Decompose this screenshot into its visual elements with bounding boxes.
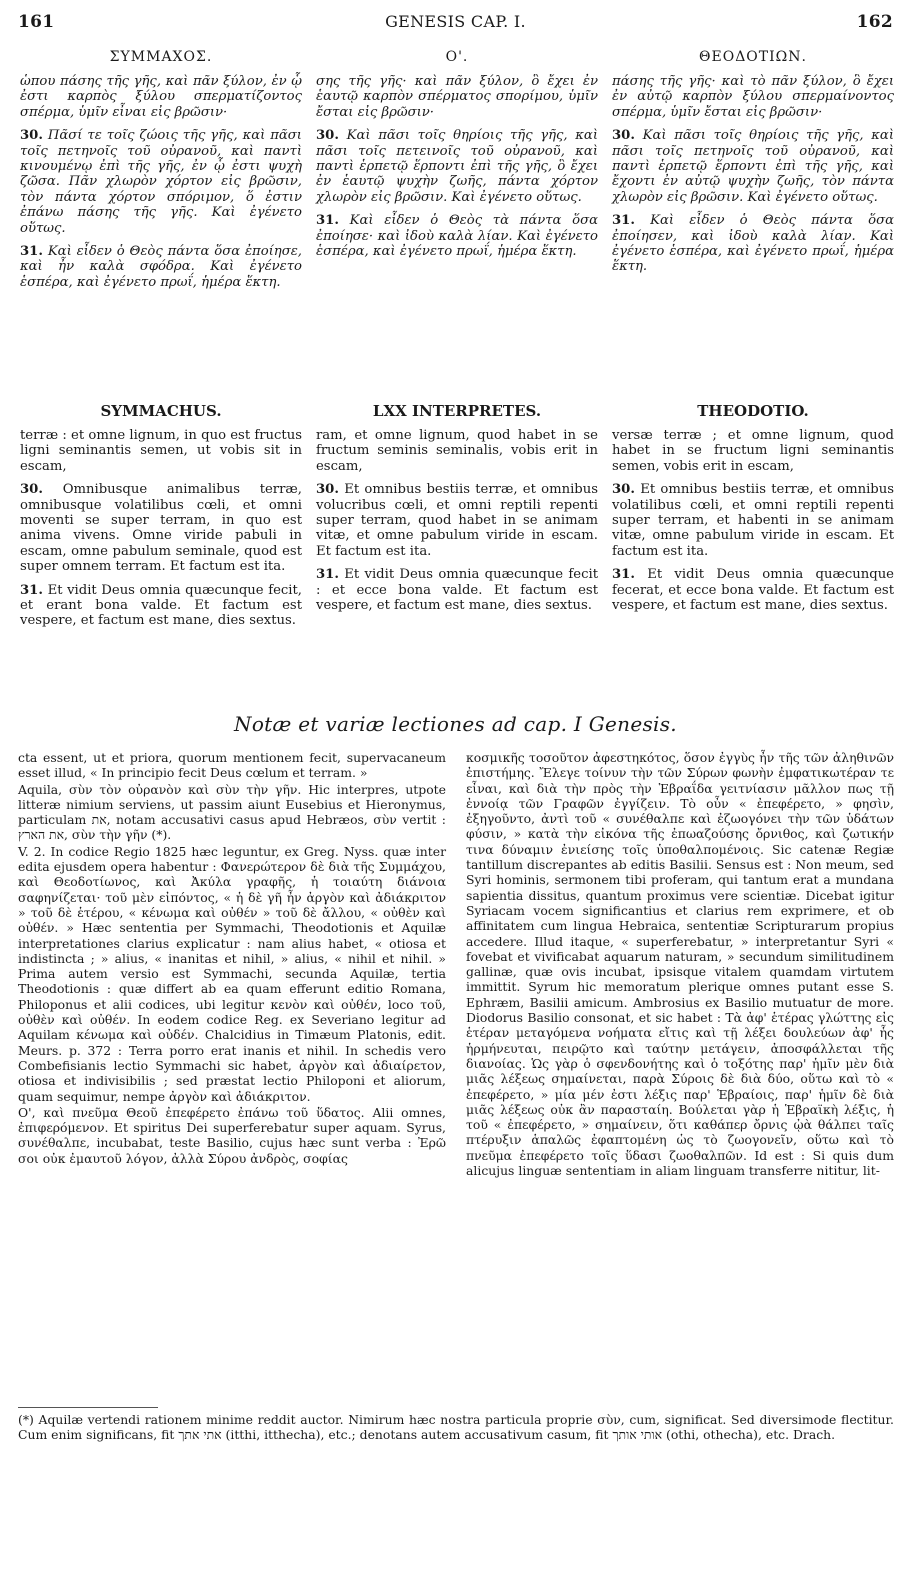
page-number-left: 161 (18, 12, 55, 32)
notes-title: Notæ et variæ lectiones ad cap. I Genesis. (234, 712, 677, 736)
column-header: LXX INTERPRETES. (372, 402, 542, 420)
verse-text: Et omnibus bestiis terræ, et omnibus volatilibus cœli, et omni reptili repenti super terram, et habenti in se animam vitæ, omne pabulum viride in escam. Et factum est ita. (612, 482, 894, 559)
running-head (18, 12, 893, 38)
verse-text: Et vidit Deus omnia quæcunque fecit : et ecce bona valde. Et factum est vespere, et factum est mane, dies sextus. (316, 567, 598, 614)
verse-text: Et vidit Deus omnia quæcunque fecit, et erant bona valde. Et factum est vespere, et factum est mane, dies sextus. (20, 582, 302, 629)
greek-column (20, 46, 302, 298)
verse-text: Et vidit Deus omnia quæcunque fecerat, et ecce bona valde. Et factum est vespere, et factum est mane, dies sextus. (612, 567, 894, 614)
verse-paragraph (612, 74, 894, 120)
verse-text: Καὶ εἶδεν ὁ Θεὸς πάντα ὅσα ἐποίησε, καὶ ἦν καλὰ σφόδρα. Καὶ ἐγένετο ἑσπέρα, καὶ ἐγένετο πρωΐ, ἡμέρα ἕκτη. (20, 244, 302, 290)
running-title: GENESIS CAP. I. (385, 12, 526, 31)
verse-number: 31. (612, 213, 635, 229)
note-paragraph: Ο', καὶ πνεῦμα Θεοῦ ἐπεφέρετο ἐπάνω τοῦ ὕδατος. Alii omnes, ἐπιφερόμενον. Et spiritus Dei superferebatur super aquam. Syrus, συνέθαλπε, incubabat, teste Basilio, cujus hæc sunt verba : Ἐρῶ σοι οὐκ ἐμαυτοῦ λόγον, ἀλλὰ Σύρου ἀνδρὸς, σοφίας (18, 1104, 446, 1166)
verse-number: 30. (612, 128, 635, 144)
verse-paragraph (20, 428, 302, 474)
verse-paragraph (316, 74, 598, 120)
note-paragraph: cta essent, ut et priora, quorum mentionem fecit, supervacaneum esset illud, « In principio fecit Deus cœlum et terram. » (18, 750, 446, 781)
verse-text: terræ : et omne lignum, in quo est fructus ligni seminantis semen, ut vobis sit in escam, (20, 428, 302, 474)
verse-text: Καὶ εἶδεν ὁ Θεὸς τὰ πάντα ὅσα ἐποίησε· καὶ ἰδοὺ καλὰ λίαν. Καὶ ἐγένετο ἑσπέρα, καὶ ἐγένετο πρωΐ, ἡμέρα ἕκτη. (316, 213, 598, 260)
verse-number: 30. (316, 482, 339, 498)
verse-paragraph (612, 428, 894, 474)
note-paragraph: V. 2. In codice Regio 1825 hæc leguntur, ex Greg. Nyss. quæ inter edita ejusdem opera habentur : Φανερώτερον δὲ διὰ τῆς Συμμάχου, καὶ Θεοδοτίωνος, καὶ Ἀκύλα γραφῆς, ἡ τοιαύτη διάνοια σαφηνίζεται· τοῦ μὲν εἰπόντος, « ἡ δὲ γῆ ἦν ἀργὸν καὶ ἀδιάκριτον » τοῦ δὲ ἑτέρου, « κένωμα καὶ οὐθέν » τοῦ δὲ ἄλλου, « οὐθὲν καὶ οὐθέν. » Hæc sententia per Symmachi, Theodotionis et Aquilæ interpretationes clarius explicatur : nam alius habet, « otiosa et indistincta ; » alius, « inanitas et nihil, » alius, « nihil et nihil. » Prima autem versio est Symmachi, secunda Aquilæ, tertia Theodotionis : quæ differt ab ea quam efferunt editio Romana, Philoponus et alii codices, ubi legitur κενὸν καὶ οὐθέν, loco τοῦ, οὐθὲν καὶ οὐθέν. In eodem codice Reg. ex Severiano legitur ad Aquilam κένωμα καὶ οὐδέν. Chalcidius in Timæum Platonis, edit. Meurs. p. 372 : Terra porro erat inanis et nihil. In schedis vero Combefisianis lectio Symmachi sic habet, ἀργὸν καὶ ἀδιαίρετον, otiosa et indivisibilis ; sed præstat lectio Philoponi et aliorum, quam sequimur, nempe ἀργὸν καὶ ἀδιάκριτον. (18, 843, 446, 1104)
verse-paragraph (20, 74, 302, 120)
latin-column (316, 400, 598, 637)
verse-number: 31. (612, 567, 635, 583)
verse-number: 31. (316, 213, 339, 229)
verse-paragraph (612, 128, 894, 205)
verse-text: Omnibusque animalibus terræ, omnibusque volatilibus cœli, et omni moventi se super terram, in quo est anima vivens. Omne viride pabuli in escam, omne pabulum seminale, quod est super omnem terram. Et factum est ita. (20, 482, 302, 575)
note-paragraph: Aquila, σὺν τὸν οὐρανὸν καὶ σὺν τὴν γῆν. Hic interpres, utpote litteræ nimium serviens, ut passim aiunt Eusebius et Hieronymus, particulam את, notam accusativi casus apud Hebræos, σὺν vertit : את הארץ, σὺν τὴν γῆν (*). (18, 781, 446, 843)
verse-paragraph (316, 213, 598, 259)
column-header: SYMMACHUS. (100, 402, 222, 420)
footnote: (*) Aquilæ vertendi rationem minime reddit auctor. Nimirum hæc nostra particula proprie σὺν, cum, significat. Sed diversimode flectitur. Cum enim significans, fit אתי אתך (itthi, itthecha), etc.; denotans autem accusativum casum, fit אותי אותך (othi, othecha), etc. Drach. (18, 1412, 894, 1443)
verse-paragraph (316, 482, 598, 559)
verse-number: 31. (20, 244, 43, 260)
verse-text: Καὶ πᾶσι τοῖς θηρίοις τῆς γῆς, καὶ πᾶσι τοῖς πετεινοῖς τοῦ οὐρανοῦ, καὶ παντὶ ἑρπετῷ ἕρποντι ἐπὶ τῆς γῆς, ὃ ἔχει ἐν ἑαυτῷ ψυχὴν ζωῆς, πάντα χόρτον χλωρὸν εἰς βρῶσιν. Καὶ ἐγένετο οὕτως. (316, 128, 598, 205)
greek-column (316, 46, 598, 298)
verse-paragraph (20, 244, 302, 290)
verse-text: πάσης τῆς γῆς· καὶ τὸ πᾶν ξύλον, ὃ ἔχει ἐν αὐτῷ καρπὸν ξύλου σπερμαίνοντος σπέρμα, ὑμῖν ἔσται εἰς βρῶσιν· (612, 74, 894, 120)
verse-text: versæ terræ ; et omne lignum, quod habet in se fructum ligni seminantis semen, vobis erit in escam, (612, 428, 894, 474)
verse-paragraph (20, 583, 302, 629)
greek-versions (20, 46, 894, 298)
verse-number: 31. (316, 567, 339, 583)
latin-column (612, 400, 894, 637)
verse-number: 30. (20, 128, 43, 144)
verse-paragraph (20, 482, 302, 574)
verse-paragraph (612, 567, 894, 613)
verse-paragraph (316, 128, 598, 205)
greek-column (612, 46, 894, 298)
verse-paragraph (316, 567, 598, 613)
notes-column-right (466, 750, 894, 1179)
footnote-rule (18, 1407, 158, 1408)
column-header: ΘΕΟΔΟΤΙΩΝ. (699, 49, 807, 65)
column-header: Ο'. (445, 49, 469, 65)
verse-number: 31. (20, 582, 43, 598)
note-paragraph: κοσμικῆς τοσοῦτον ἀφεστηκότος, ὅσον ἐγγὺς ἦν τῆς τῶν ἀληθινῶν ἐπιστήμης. Ἔλεγε τοίνυν τὴν τῶν Σύρων φωνὴν ἐμφατικωτέραν τε εἶναι, καὶ διὰ τὴν πρὸς τὴν Ἑβραΐδα γειτνίασιν μᾶλλον πως τῇ ἐννοίᾳ τῶν Γραφῶν ἐγγίζειν. Τὸ οὖν « ἐπεφέρετο, » φησὶν, ἐξηγοῦντο, ἀντὶ τοῦ « συνέθαλπε καὶ ἐζωογόνει τὴν τῶν ὑδάτων φύσιν, » κατὰ τὴν εἰκόνα τῆς ἐπωαζούσης ὄρνιθος, καὶ ζωτικήν τινα δύναμιν ἐνιείσης τοῖς ὑποθαλπομένοις. Sic catenæ Regiæ tantillum discrepantes ab editis Basilii. Sensus est : Non meum, sed Syri hominis, sermonem tibi proferam, qui tantum erat a mundana sapientia dissitus, quantum proximus vere scientiæ. Dicebat igitur Syriacam vocem significantius et clarius rem exprimere, et ob affinitatem cum lingua Hebraica, sententiæ Scripturarum propius accedere. Illud itaque, « superferebatur, » interpretantur Syri « fovebat et vivificabat aquarum naturam, » secundum similitudinem gallinæ, quæ ovis incubat, ipsisque vitalem quamdam virtutem immittit. Syrum hic memoratum plerique omnes putant esse S. Ephræm, Basilii amicum. Ambrosius ex Basilio mutuatur de more. Diodorus Basilio consonat, et sic habet : Τὰ ἀφ' ἑτέρας γλώττης εἰς ἑτέραν μεταγόμενα νοήματα εἴτις καὶ τῇ λέξει δουλεύων ἀφ' ἧς ἡρμήνευται, πειρῷτο καὶ ταύτην μετάγειν, ἀποσφάλλεται τῆς διανοίας. Ὡς γὰρ ὁ σφενδονήτης καὶ ὁ τοξότης παρ' ἡμῖν μὲν διὰ μιᾶς λέξεως σημαίνεται, παρὰ Σύροις δὲ διὰ δύο, οὕτω καὶ τὸ « ἐπεφέρετο, » μία μέν ἐστι λέξις παρ' Ἑβραίοις, παρ' ἡμῖν δὲ διὰ μιᾶς λέξεως οὐκ ἂν παρασταίη. Βούλεται γὰρ ἡ Ἑβραϊκὴ λέξις, ἡ τοῦ « ἐπεφέρετο, » σημαίνειν, ὅτι καθάπερ ὄρνις ᾠὰ θάλπει ταῖς πτέρυξιν ἁπαλῶς ἐφαπτομένη ὡς τὸ ζωογονεῖν, οὕτω καὶ τὸ πνεῦμα ἐπεφέρετο τοῖς ὕδασι ζωοθαλπῶν. Id est : Si quis dum alicujus linguæ sententiam in aliam linguam transferre nititur, lit- (466, 750, 894, 1179)
verse-number: 30. (612, 482, 635, 498)
verse-text: Καὶ εἶδεν ὁ Θεὸς πάντα ὅσα ἐποίησεν, καὶ ἰδοὺ καλὰ λίαν. Καὶ ἐγένετο ἑσπέρα, καὶ ἐγένετο πρωΐ, ἡμέρα ἕκτη. (612, 213, 894, 275)
column-header: ΣΥΜΜΑΧΟΣ. (109, 49, 213, 65)
verse-text: Et omnibus bestiis terræ, et omnibus volucribus cœli, et omni reptili repenti super terram, quod habet in se animam vitæ, et omne pabulum viride in escam. Et factum est ita. (316, 482, 598, 559)
verse-text: Πᾶσί τε τοῖς ζώοις τῆς γῆς, καὶ πᾶσι τοῖς πετηνοῖς τοῦ οὐρανοῦ, καὶ παντὶ κινουμένῳ ἐπὶ τῆς γῆς, ἐν ᾧ ἐστι ψυχὴ ζῶσα. Πᾶν χλωρὸν χόρτον εἰς βρῶσιν, τὸν πάντα χόρτον σπόριμον, ὅ ἐστιν ἐπάνω πάσης τῆς γῆς. Καὶ ἐγένετο οὕτως. (20, 128, 302, 236)
latin-versions (20, 400, 894, 637)
verse-paragraph (316, 428, 598, 474)
verse-text: Καὶ πᾶσι τοῖς θηρίοις τῆς γῆς, καὶ πᾶσι τοῖς πετηνοῖς τοῦ οὐρανοῦ, καὶ παντὶ ἑρπετῷ ἕρποντι ἐπὶ τῆς γῆς, καὶ ἔχοντι ἐν αὐτῷ ψυχὴν ζωῆς, τὸν πάντα χλωρὸν εἰς βρῶσιν. Καὶ ἐγένετο οὕτως. (612, 128, 894, 205)
verse-number: 30. (20, 482, 43, 498)
verse-text: σης τῆς γῆς· καὶ πᾶν ξύλον, ὃ ἔχει ἐν ἑαυτῷ καρπὸν σπέρματος σπορίμου, ὑμῖν ἔσται εἰς βρῶσιν· (316, 74, 598, 120)
notes-section (18, 750, 894, 1179)
verse-paragraph (20, 128, 302, 236)
verse-paragraph (612, 482, 894, 559)
page-number-right: 162 (856, 12, 893, 32)
verse-text: ram, et omne lignum, quod habet in se fructum seminis seminalis, vobis erit in escam, (316, 428, 598, 474)
column-header: THEODOTIO. (697, 402, 809, 420)
notes-column-left (18, 750, 446, 1179)
verse-text: ὡπου πάσης τῆς γῆς, καὶ πᾶν ξύλον, ἐν ᾧ ἐστι καρπὸς ξύλου σπερματίζοντος σπέρμα, ὑμῖν εἶναι εἰς βρῶσιν· (20, 74, 302, 120)
verse-paragraph (612, 213, 894, 275)
latin-column (20, 400, 302, 637)
verse-number: 30. (316, 128, 339, 144)
